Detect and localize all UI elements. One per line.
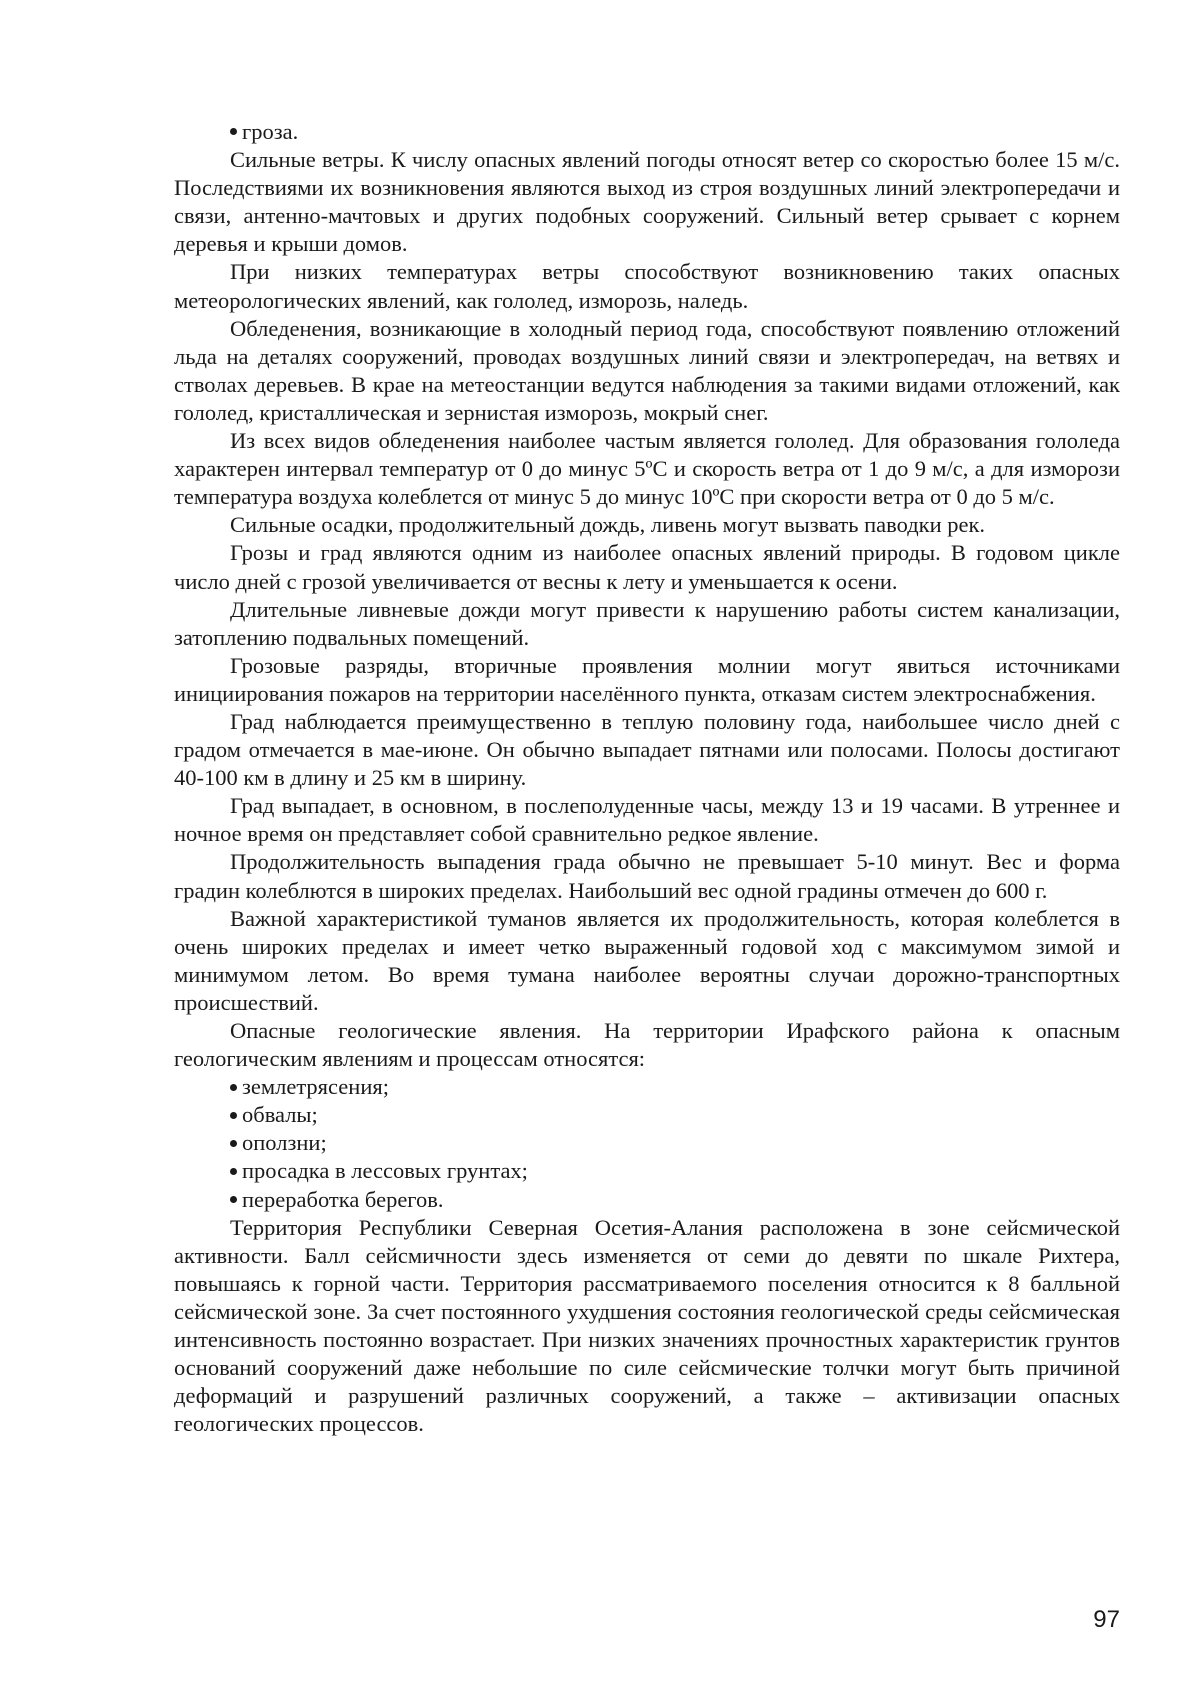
- list-item-text: землетрясения;: [242, 1074, 389, 1100]
- list-item-text: переработка берегов.: [242, 1186, 444, 1212]
- page-number: 97: [1093, 1606, 1120, 1633]
- paragraph-glaze: Из всех видов обледенения наиболее частым является гололед. Для образования гололеда характерен интервал температур от 0 до минус 5ºС и скорость ветра от 1 до 9 м/с, а для изморози температура воздуха колеблется от минус 5 до минус 10ºС при скорости ветра от 0 до 5 м/с.: [174, 428, 1120, 510]
- document-body: [174, 118, 1120, 1438]
- paragraph-thunderstorms-hail: Грозы и град являются одним из наиболее опасных явлений природы. В годовом цикле число дней с грозой увеличивается от весны к лету и уменьшается к осени.: [174, 540, 1120, 594]
- paragraph-geological-hazards: Опасные геологические явления. На территории Ирафского района к опасным геологическим явлениям и процессам относятся:: [174, 1018, 1120, 1072]
- bullet-icon: [230, 1084, 237, 1091]
- list-item: [174, 118, 1120, 146]
- bullet-icon: [230, 1112, 237, 1119]
- bullet-icon: [230, 128, 237, 135]
- bullet-icon: [230, 1140, 237, 1147]
- paragraph-hail-time: Град выпадает, в основном, в послеполуденные часы, между 13 и 19 часами. В утреннее и ночное время он представляет собой сравнительно редкое явление.: [174, 793, 1120, 847]
- paragraph-fog: Важной характеристикой туманов является их продолжительность, которая колеблется в очень широких пределах и имеет четко выраженный годовой ход с максимумом зимой и минимумом летом. Во время тумана наиболее вероятны случаи дорожно-транспортных происшествий.: [174, 905, 1120, 1015]
- list-item-text: просадка в лессовых грунтах;: [242, 1158, 528, 1184]
- paragraph-icing: Обледенения, возникающие в холодный период года, способствуют появлению отложений льда на деталях сооружений, проводах воздушных линий связи и электропередач, на ветвях и стволах деревьев. В крае на метеостанции ведутся наблюдения за такими видами отложений, как гололед, кристаллическая и зернистая изморозь, мокрый снег.: [174, 315, 1120, 425]
- paragraph-lightning: Грозовые разряды, вторичные проявления молнии могут явиться источниками инициирования пожаров на территории населённого пункта, отказам систем электроснабжения.: [174, 652, 1120, 706]
- paragraph-low-temperatures: При низких температурах ветры способствуют возникновению таких опасных метеорологических явлений, как гололед, изморозь, наледь.: [174, 259, 1120, 313]
- paragraph-strong-winds: Сильные ветры. К числу опасных явлений погоды относят ветер со скоростью более 15 м/с. Последствиями их возникновения являются выход из строя воздушных линий электропередачи и связи, антенно-мачтовых и других подобных сооружений. Сильный ветер срывает с корнем деревья и крыши домов.: [174, 147, 1120, 257]
- list-item-text: гроза.: [242, 119, 299, 144]
- list-item: [174, 1157, 1120, 1185]
- list-item-text: оползни;: [242, 1130, 327, 1156]
- paragraph-hail-duration: Продолжительность выпадения града обычно не превышает 5-10 минут. Вес и форма градин колеблются в широких пределах. Наибольший вес одной градины отмечен до 600 г.: [174, 849, 1120, 903]
- paragraph-hail-season: Град наблюдается преимущественно в теплую половину года, наибольшее число дней с градом отмечается в мае-июне. Он обычно выпадает пятнами или полосами. Полосы достигают 40-100 км в длину и 25 км в ширину.: [174, 708, 1120, 791]
- paragraph-seismic: Территория Республики Северная Осетия-Алания расположена в зоне сейсмической активности. Балл сейсмичности здесь изменяется от семи до девяти по шкале Рихтера, повышаясь к горной части. Территория рассматриваемого поселения относится к 8 балльной сейсмической зоне. За счет постоянного ухудшения состояния геологической среды сейсмическая интенсивность постоянно возрастает. При низких значениях прочностных характеристик грунтов оснований сооружений даже небольшие по силе сейсмические толчки могут быть причиной деформаций и разрушений различных сооружений, а также – активизации опасных геологических процессов.: [174, 1214, 1120, 1437]
- list-item-text: обвалы;: [242, 1102, 318, 1128]
- bullet-icon: [230, 1196, 237, 1203]
- list-item: [174, 1186, 1120, 1214]
- bullet-icon: [230, 1168, 237, 1175]
- list-item: [174, 1073, 1120, 1101]
- list-item: [174, 1129, 1120, 1157]
- paragraph-prolonged-rain: Длительные ливневые дожди могут привести к нарушению работы систем канализации, затоплению подвальных помещений.: [174, 596, 1120, 650]
- paragraph-heavy-precipitation: Сильные осадки, продолжительный дождь, ливень могут вызвать паводки рек.: [230, 512, 986, 538]
- list-item: [174, 1101, 1120, 1129]
